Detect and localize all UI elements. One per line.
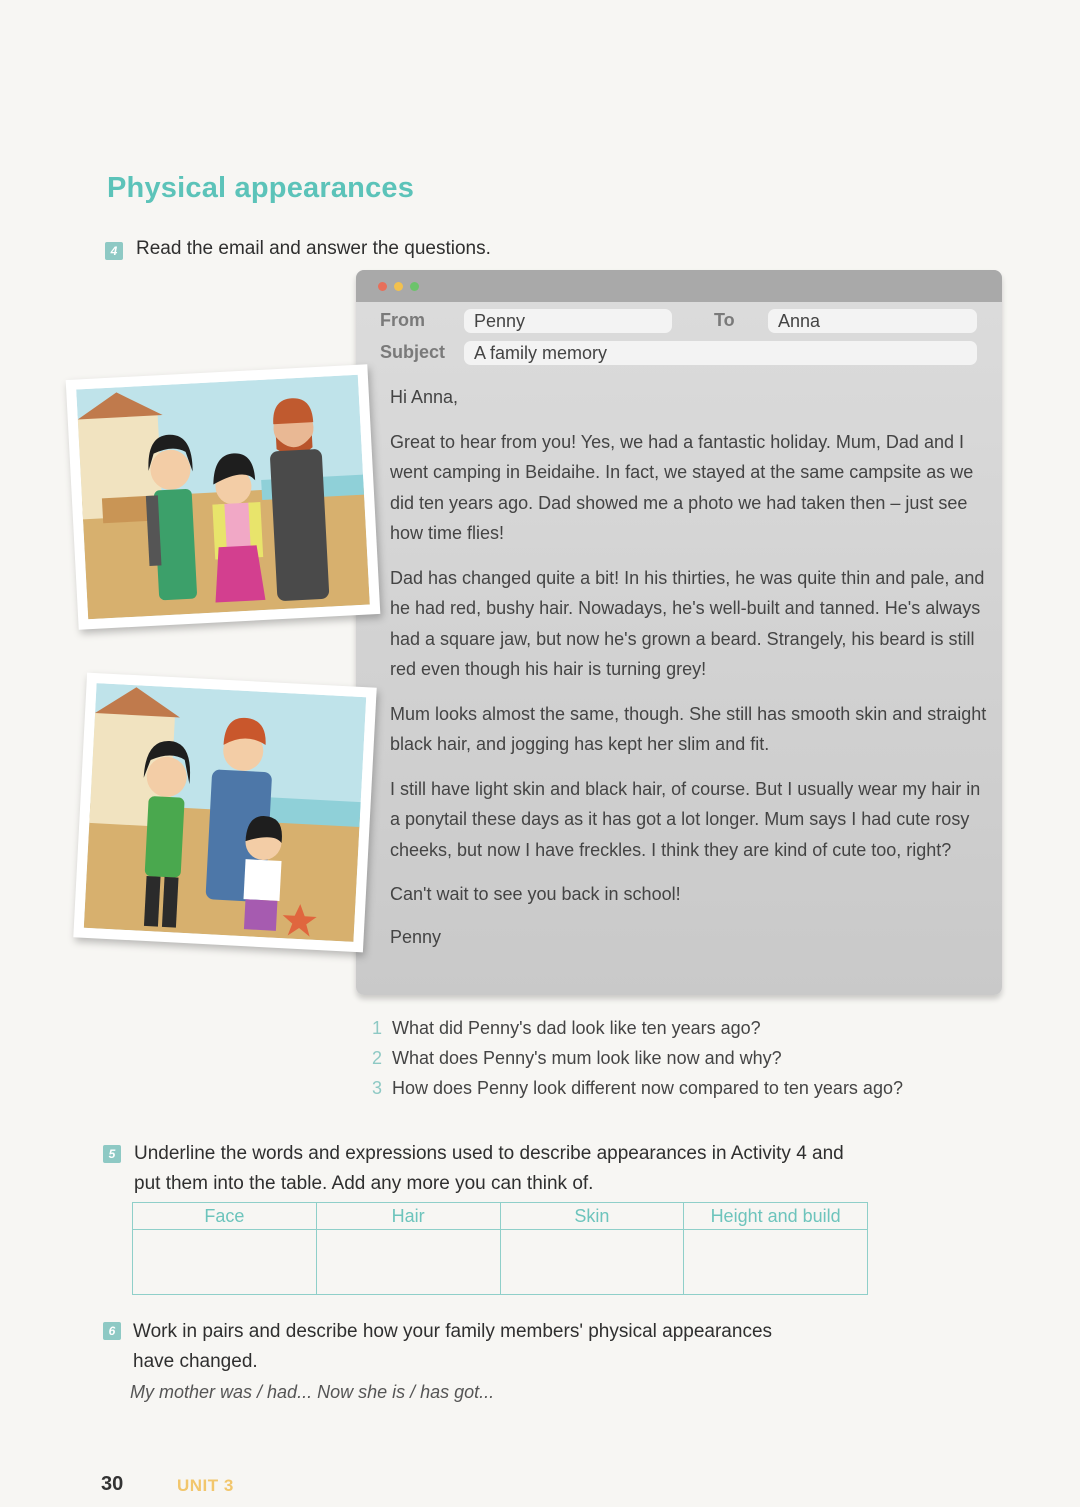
question-2-number: 2	[372, 1048, 383, 1068]
table-row	[133, 1230, 868, 1295]
table-header-hair: Hair	[316, 1203, 500, 1230]
activity-4-number: 4	[105, 242, 123, 260]
activity-6-line-1: Work in pairs and describe how your family members' physical appearances	[133, 1321, 773, 1342]
question-1-number: 1	[372, 1018, 383, 1038]
family-photo-now	[66, 364, 381, 629]
email-title-bar	[356, 270, 1002, 302]
paragraph-2: Dad has changed quite a bit! In his thirties, he was quite thin and pale, and he had red, bushy hair. Nowadays, he's well-built and tanned. He's always had a square jaw, but now he's grown a beard. Strangely, his beard is still red even though his hair is turning grey!	[390, 567, 985, 679]
table-header-row	[133, 1203, 868, 1230]
table-header-face: Face	[133, 1203, 317, 1230]
to-label: To	[714, 310, 735, 330]
question-3-number: 3	[372, 1078, 383, 1098]
question-1-text: What did Penny's dad look like ten years ago?	[392, 1018, 761, 1038]
table-cell-face[interactable]	[133, 1230, 317, 1295]
activity-5-line-1: Underline the words and expressions used to describe appearances in Activity 4 and	[134, 1143, 844, 1164]
section-title: Physical appearances	[107, 172, 415, 204]
activity-6-line-2: have changed.	[133, 1351, 258, 1372]
from-label: From	[380, 310, 425, 330]
activity-6-number: 6	[103, 1322, 121, 1340]
paragraph-4: I still have light skin and black hair, of course. But I usually wear my hair in a ponytail these days as it has got a lot longer. Mum says I had cute rosy cheeks, but now I have freckles. I think they are kind of cute too, right?	[390, 778, 981, 860]
window-maximize-dot	[410, 282, 419, 291]
activity-4-instruction: Read the email and answer the questions.	[136, 238, 491, 259]
activity-5-number: 5	[103, 1145, 121, 1163]
family-photo-ten-years-ago	[73, 673, 376, 953]
to-field: Anna	[768, 309, 977, 333]
paragraph-3: Mum looks almost the same, though. She still has smooth skin and straight black hair, and jogging has kept her slim and fit.	[390, 703, 987, 754]
email-window	[356, 270, 1002, 995]
table-header-height-build: Height and build	[684, 1203, 868, 1230]
page-number: 30	[101, 1473, 124, 1495]
table-header-skin: Skin	[500, 1203, 684, 1230]
question-2-text: What does Penny's mum look like now and why?	[392, 1048, 782, 1068]
appearance-table	[132, 1202, 868, 1295]
subject-label: Subject	[380, 342, 446, 362]
question-1	[372, 1018, 761, 1039]
closing-line: Can't wait to see you back in school!	[390, 884, 681, 904]
signature: Penny	[390, 926, 442, 947]
unit-label: UNIT 3	[177, 1476, 234, 1495]
activity-5-line-2: put them into the table. Add any more you can think of.	[134, 1173, 594, 1194]
table-cell-skin[interactable]	[500, 1230, 684, 1295]
table-cell-hair[interactable]	[316, 1230, 500, 1295]
email-body	[390, 382, 990, 952]
window-close-dot	[378, 282, 387, 291]
activity-6-example: My mother was / had... Now she is / has got...	[130, 1382, 495, 1402]
paragraph-1: Great to hear from you! Yes, we had a fantastic holiday. Mum, Dad and I went camping in Beidaihe. In fact, we stayed at the same campsite as we did ten years ago. Dad showed me a photo we had taken then – just see how time flies!	[390, 431, 974, 543]
question-2	[372, 1048, 782, 1069]
question-3-text: How does Penny look different now compared to ten years ago?	[392, 1078, 903, 1098]
question-3	[372, 1078, 903, 1099]
window-minimize-dot	[394, 282, 403, 291]
table-cell-height-build[interactable]	[684, 1230, 868, 1295]
subject-field: A family memory	[464, 341, 977, 365]
from-field: Penny	[464, 309, 672, 333]
greeting: Hi Anna,	[390, 387, 459, 407]
